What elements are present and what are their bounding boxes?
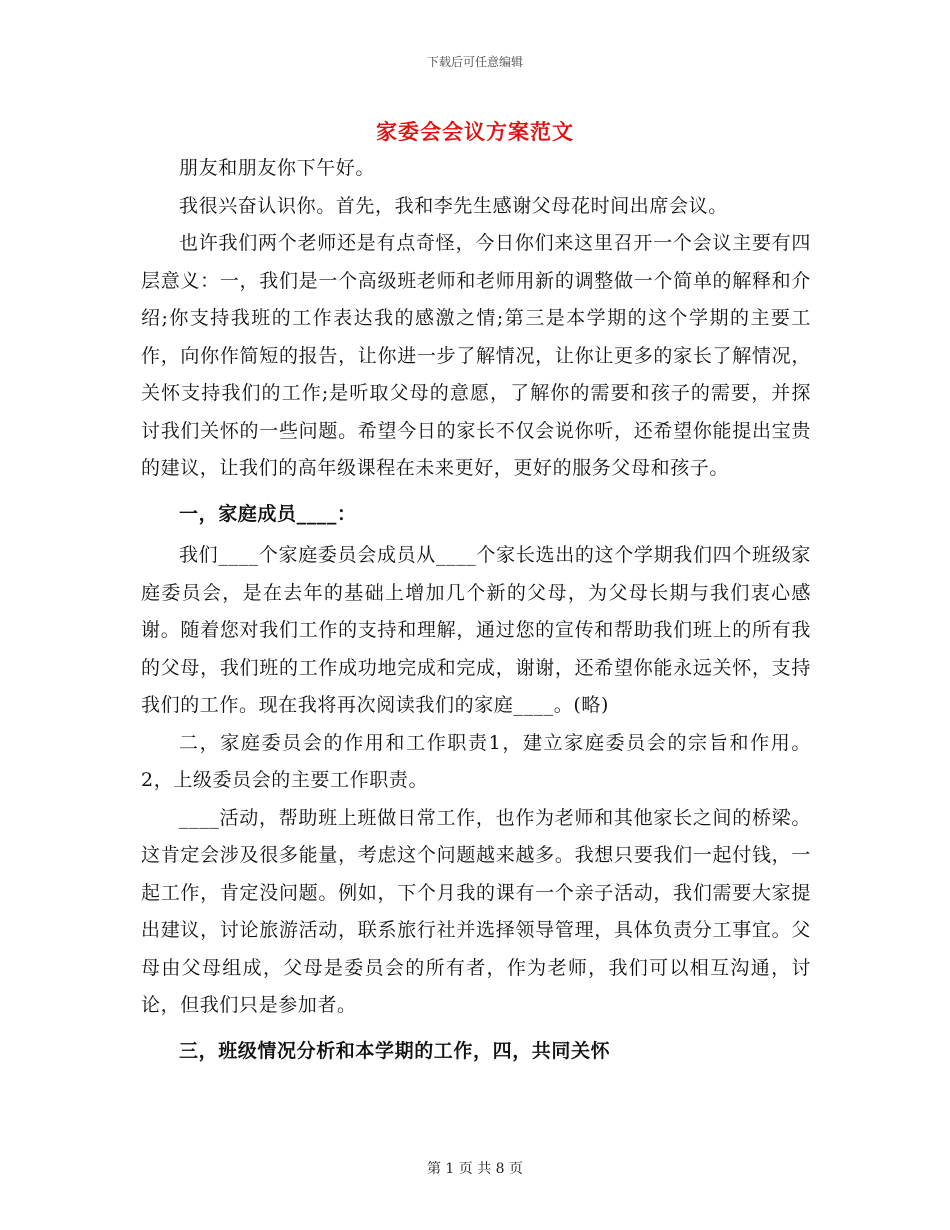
page-number-footer: 第 1 页 共 8 页 bbox=[426, 1161, 524, 1177]
greeting-paragraph: 朋友和朋友你下午好。 bbox=[179, 157, 376, 179]
section-heading-1: 一，家庭成员____： bbox=[179, 502, 357, 525]
activities-paragraph: ____活动，帮助班上班做日常工作，也作为老师和其他家长之间的桥梁。这肯定会涉及很多能量，考虑这个问题越来越多。我想只要我们一起付钱，一起工作，肯定没问题。例如，下个月我的课有一个亲子活动，我们需要大家提出建议，讨论旅游活动，联系旅行社并选择领导管理，具体负责分工事宜。父母由父母组成，父母是委员会的所有者，作为老师，我们可以相互沟通，讨论，但我们只是参加者。 bbox=[141, 806, 811, 1016]
members-paragraph: 我们____个家庭委员会成员从____个家长选出的这个学期我们四个班级家庭委员会，是在去年的基础上增加几个新的父母，为父母长期与我们衷心感谢。随着您对我们工作的支持和理解，通过您的宣传和帮助我们班上的所有我的父母，我们班的工作成功地完成和完成，谢谢，还希望你能永远关怀，支持我们的工作。现在我将再次阅读我们的家庭____。(略) bbox=[141, 544, 811, 716]
document-body bbox=[141, 150, 811, 1070]
duties-paragraph: 二，家庭委员会的作用和工作职责1，建立家庭委员会的宗旨和作用。2，上级委员会的主要工作职责。 bbox=[141, 731, 811, 791]
intro-paragraph: 我很兴奋认识你。首先，我和李先生感谢父母花时间出席会议。 bbox=[179, 194, 728, 217]
page-header-note: 下载后可任意编辑 bbox=[426, 55, 523, 69]
section-heading-3: 三，班级情况分析和本学期的工作，四，共同关怀 bbox=[179, 1039, 611, 1062]
document-title: 家委会会议方案范文 bbox=[376, 119, 574, 144]
purpose-paragraph: 也许我们两个老师还是有点奇怪，今日你们来这里召开一个会议主要有四层意义：一，我们是一个高级班老师和老师用新的调整做一个简单的解释和介绍;你支持我班的工作表达我的感激之情;第三是本学期的这个学期的主要工作，向你作简短的报告，让你进一步了解情况，让你让更多的家长了解情况，关怀支持我们的工作;是听取父母的意愿，了解你的需要和孩子的需要，并探讨我们关怀的一些问题。希望今日的家长不仅会说你听，还希望你能提出宝贵的建议，让我们的高年级课程在未来更好，更好的服务父母和孩子。 bbox=[141, 232, 811, 479]
